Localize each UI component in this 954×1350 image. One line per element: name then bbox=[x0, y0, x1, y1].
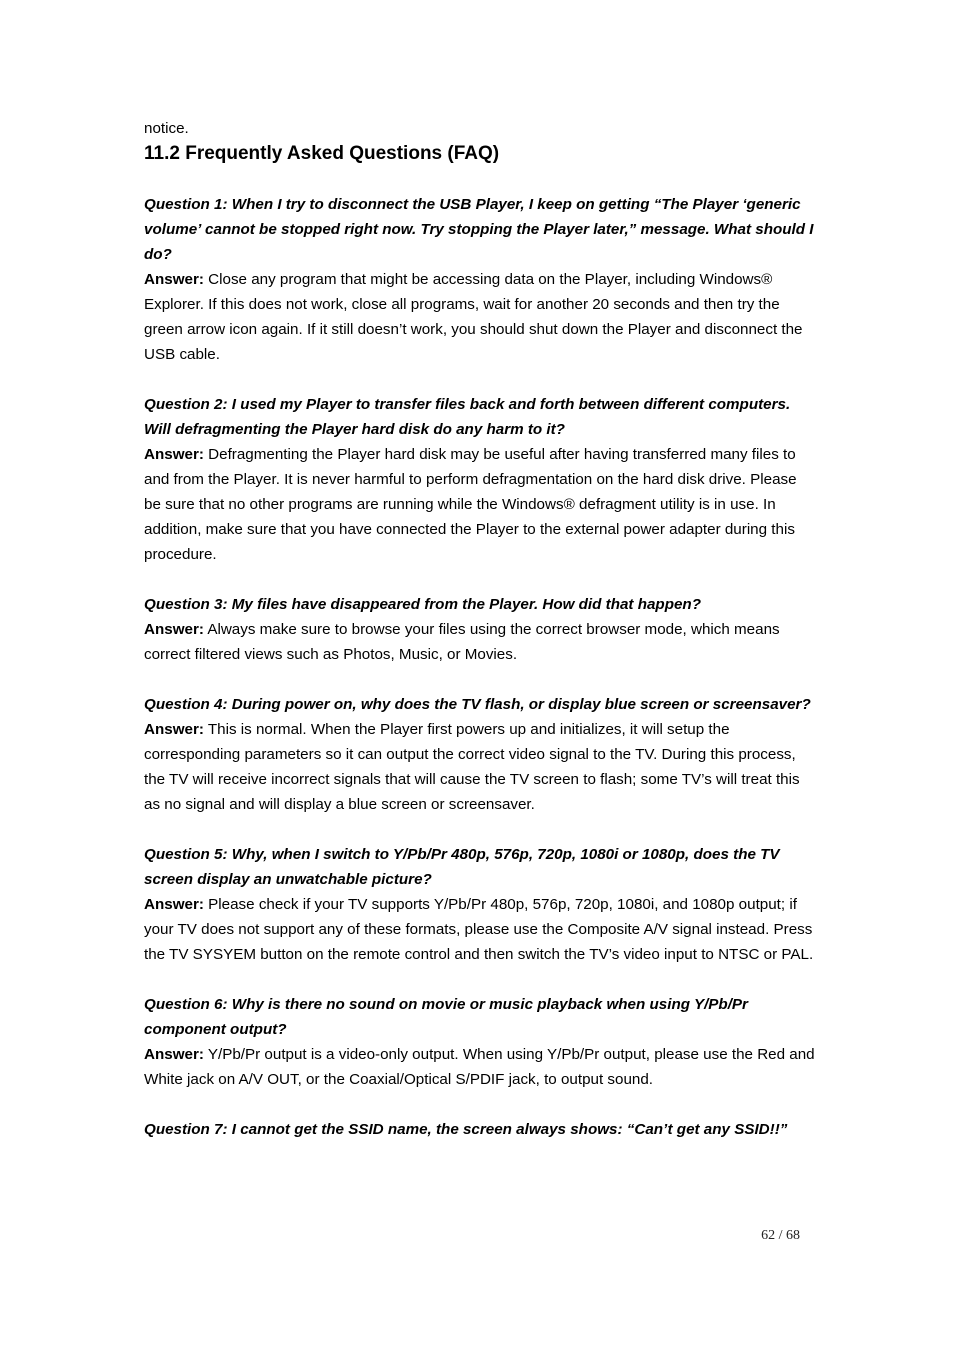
faq-question: Question 5: Why, when I switch to Y/Pb/Pr 480p, 576p, 720p, 1080i or 1080p, does the TV screen display an unwatchable picture? bbox=[144, 846, 780, 888]
section-title: 11.2 Frequently Asked Questions (FAQ) bbox=[144, 143, 500, 164]
answer-text: Defragmenting the Player hard disk may be useful after having transferred many files to and from the Player. It is never harmful to perform defragmentation on the hard disk drive. Please be sure that no other programs are running while the Windows® defragment utility is in use. In addition, make sure that you have connected the Player to the external power adapter during this procedure. bbox=[144, 446, 797, 563]
answer-text: Close any program that might be accessing data on the Player, including Windows® Explorer. If this does not work, close all programs, wait for another 20 seconds and then try the green arrow icon again. If it still doesn’t work, you should shut down the Player and disconnect the USB cable. bbox=[144, 271, 803, 363]
page-content bbox=[144, 116, 816, 1142]
answer-label: Answer: bbox=[144, 896, 204, 913]
faq-item-7 bbox=[144, 1117, 816, 1142]
faq-answer bbox=[144, 892, 816, 967]
faq-item-3 bbox=[144, 592, 816, 667]
faq-question: Question 7: I cannot get the SSID name, the screen always shows: “Can’t get any SSID!!” bbox=[144, 1121, 788, 1138]
answer-text: Please check if your TV supports Y/Pb/Pr 480p, 576p, 720p, 1080i, and 1080p output; if your TV does not support any of these formats, please use the Composite A/V signal instead. Press the TV SYSYEM button on the remote control and then switch the TV’s video input to NTSC or PAL. bbox=[144, 896, 814, 963]
answer-label: Answer: bbox=[144, 271, 204, 288]
page-number: 62 / 68 bbox=[761, 1228, 800, 1243]
faq-question: Question 2: I used my Player to transfer files back and forth between different computers. Will defragmenting the Player hard disk do any harm to it? bbox=[144, 396, 791, 438]
faq-answer bbox=[144, 442, 816, 567]
faq-answer bbox=[144, 717, 816, 817]
faq-answer bbox=[144, 267, 816, 367]
answer-text: Y/Pb/Pr output is a video-only output. When using Y/Pb/Pr output, please use the Red and White jack on A/V OUT, or the Coaxial/Optical S/PDIF jack, to output sound. bbox=[144, 1046, 815, 1088]
faq-item-4 bbox=[144, 692, 816, 817]
answer-label: Answer: bbox=[144, 446, 204, 463]
faq-question: Question 4: During power on, why does the TV flash, or display blue screen or screensaver? bbox=[144, 696, 811, 713]
answer-text: This is normal. When the Player first powers up and initializes, it will setup the corresponding parameters so it can output the correct video signal to the TV. During this process, the TV will receive incorrect signals that will cause the TV screen to flash; some TV’s will treat this as no signal and will display a blue screen or screensaver. bbox=[144, 721, 800, 813]
faq-item-5 bbox=[144, 842, 816, 967]
answer-text: Always make sure to browse your files using the correct browser mode, which means correct filtered views such as Photos, Music, or Movies. bbox=[144, 621, 780, 663]
faq-item-6 bbox=[144, 992, 816, 1092]
answer-label: Answer: bbox=[144, 621, 204, 638]
faq-item-1 bbox=[144, 192, 816, 367]
faq-question: Question 6: Why is there no sound on movie or music playback when using Y/Pb/Pr component output? bbox=[144, 996, 748, 1038]
faq-question: Question 1: When I try to disconnect the USB Player, I keep on getting “The Player ‘generic volume’ cannot be stopped right now. Try stopping the Player later,” message. What should I do? bbox=[144, 196, 814, 263]
continued-text: notice. bbox=[144, 120, 189, 137]
faq-answer bbox=[144, 617, 816, 667]
faq-question: Question 3: My files have disappeared from the Player. How did that happen? bbox=[144, 596, 701, 613]
faq-item-2 bbox=[144, 392, 816, 567]
answer-label: Answer: bbox=[144, 1046, 204, 1063]
faq-answer bbox=[144, 1042, 816, 1092]
answer-label: Answer: bbox=[144, 721, 204, 738]
